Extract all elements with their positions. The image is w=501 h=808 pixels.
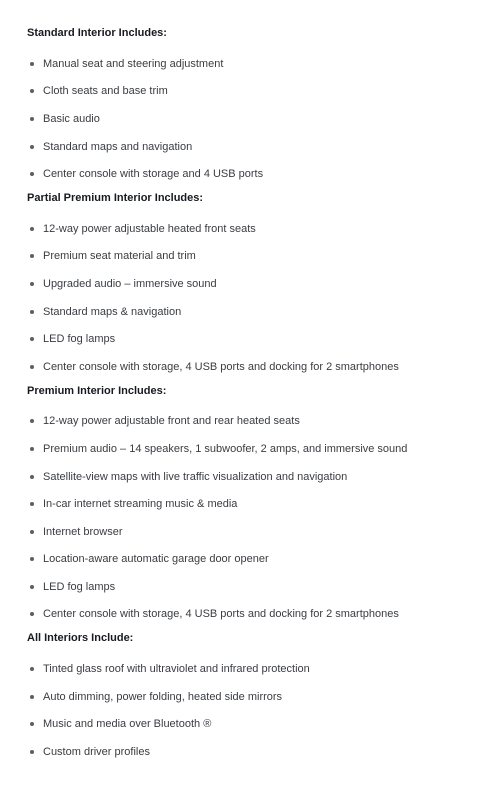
list-item-label: Satellite-view maps with live traffic visualization and navigation <box>43 470 348 483</box>
list-item <box>27 105 501 133</box>
feature-list <box>27 215 501 381</box>
list-item <box>27 50 501 78</box>
list-item <box>27 408 501 436</box>
section-title: All Interiors Include: <box>27 632 134 645</box>
list-item <box>27 353 501 381</box>
list-item <box>27 573 501 601</box>
bullet-dot-icon <box>30 337 34 341</box>
bullet-dot-icon <box>30 502 34 506</box>
list-item <box>27 518 501 546</box>
list-item-label: Manual seat and steering adjustment <box>43 57 224 70</box>
list-item-label: Location-aware automatic garage door opener <box>43 553 269 566</box>
list-item-label: Center console with storage and 4 USB ports <box>43 168 264 181</box>
feature-list <box>27 50 501 188</box>
list-item <box>27 270 501 298</box>
list-item-label: In-car internet streaming music & media <box>43 498 238 511</box>
list-item-label: Basic audio <box>43 112 100 125</box>
bullet-dot-icon <box>30 695 34 699</box>
bullet-dot-icon <box>30 585 34 589</box>
list-item-label: Standard maps and navigation <box>43 140 193 153</box>
list-item-label: Tinted glass roof with ultraviolet and infrared protection <box>43 663 310 676</box>
bullet-dot-icon <box>30 62 34 66</box>
list-item <box>27 710 501 738</box>
list-item <box>27 298 501 326</box>
list-item <box>27 490 501 518</box>
list-item <box>27 435 501 463</box>
list-item-label: Auto dimming, power folding, heated side mirrors <box>43 690 283 703</box>
list-item <box>27 683 501 711</box>
bullet-dot-icon <box>30 530 34 534</box>
feature-list <box>27 408 501 629</box>
bullet-dot-icon <box>30 447 34 451</box>
bullet-dot-icon <box>30 419 34 423</box>
bullet-dot-icon <box>30 475 34 479</box>
bullet-dot-icon <box>30 310 34 314</box>
list-item <box>27 215 501 243</box>
list-item-label: Music and media over Bluetooth ® <box>43 718 212 731</box>
bullet-dot-icon <box>30 667 34 671</box>
section-title: Premium Interior Includes: <box>27 384 167 397</box>
bullet-dot-icon <box>30 254 34 258</box>
bullet-dot-icon <box>30 612 34 616</box>
list-item-label: LED fog lamps <box>43 580 116 593</box>
section-partial-premium-interior <box>27 191 501 381</box>
section-standard-interior <box>27 26 501 188</box>
list-item-label: LED fog lamps <box>43 333 116 346</box>
list-item-label: Center console with storage, 4 USB ports and docking for 2 smartphones <box>43 608 399 621</box>
list-item-label: Premium seat material and trim <box>43 250 196 263</box>
list-item-label: 12-way power adjustable front and rear heated seats <box>43 415 300 428</box>
list-item-label: Custom driver profiles <box>43 745 150 758</box>
list-item <box>27 243 501 271</box>
list-item <box>27 655 501 683</box>
bullet-dot-icon <box>30 227 34 231</box>
bullet-dot-icon <box>30 365 34 369</box>
section-title: Partial Premium Interior Includes: <box>27 191 204 204</box>
list-item-label: 12-way power adjustable heated front seats <box>43 222 256 235</box>
section-title: Standard Interior Includes: <box>27 27 167 39</box>
list-item-label: Upgraded audio – immersive sound <box>43 277 217 290</box>
list-item <box>27 325 501 353</box>
bullet-dot-icon <box>30 722 34 726</box>
list-item <box>27 78 501 106</box>
list-item-label: Cloth seats and base trim <box>43 85 168 98</box>
bullet-dot-icon <box>30 750 34 754</box>
list-item <box>27 546 501 574</box>
bullet-dot-icon <box>30 557 34 561</box>
list-item-label: Premium audio – 14 speakers, 1 subwoofer, 2 amps, and immersive sound <box>43 442 408 455</box>
list-item-label: Internet browser <box>43 525 123 538</box>
list-item <box>27 133 501 161</box>
list-item-label: Standard maps & navigation <box>43 305 182 318</box>
bullet-dot-icon <box>30 145 34 149</box>
list-item <box>27 738 501 766</box>
list-item-label: Center console with storage, 4 USB ports and docking for 2 smartphones <box>43 360 399 373</box>
feature-list <box>27 655 501 765</box>
bullet-dot-icon <box>30 172 34 176</box>
bullet-dot-icon <box>30 117 34 121</box>
bullet-dot-icon <box>30 282 34 286</box>
list-item <box>27 601 501 629</box>
bullet-dot-icon <box>30 89 34 93</box>
list-item <box>27 160 501 188</box>
section-all-interiors <box>27 631 501 765</box>
section-premium-interior <box>27 384 501 629</box>
list-item <box>27 463 501 491</box>
